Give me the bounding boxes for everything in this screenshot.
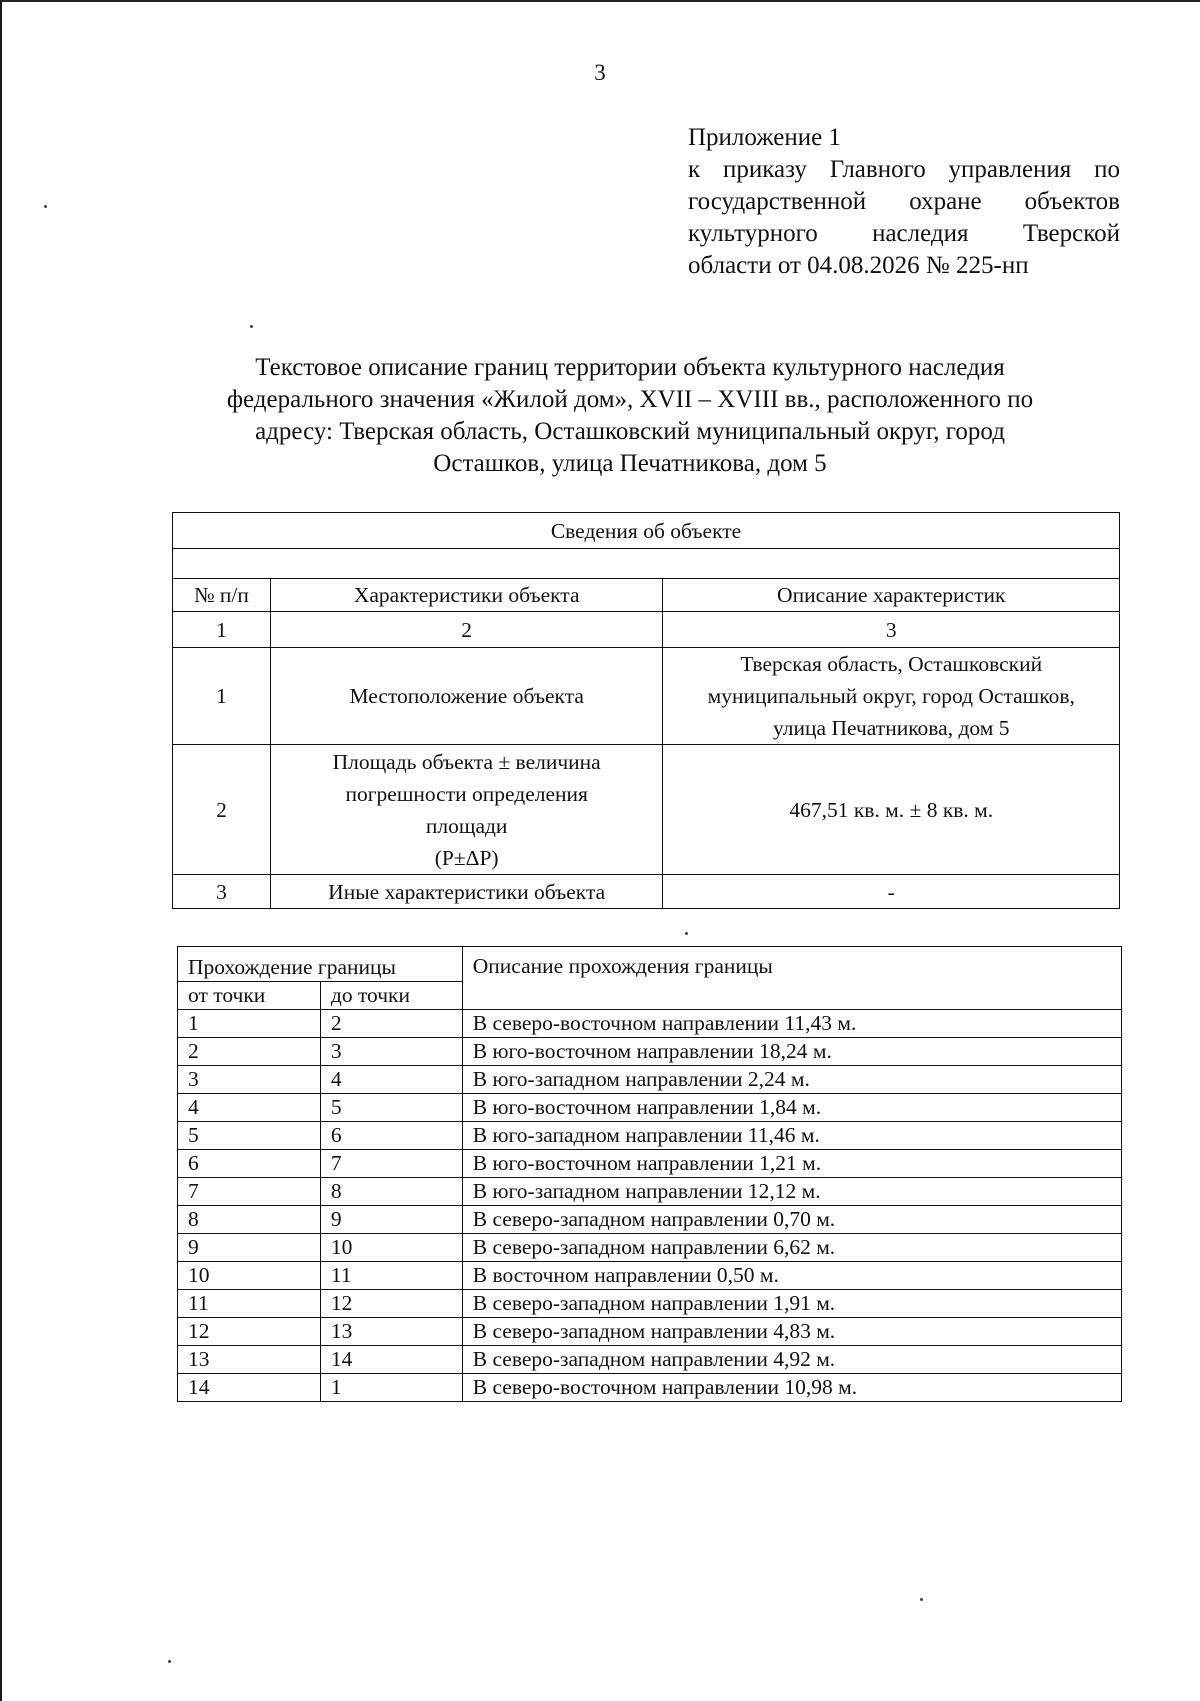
- row-characteristic: [270, 745, 663, 875]
- row-to-point: 13: [320, 1318, 462, 1346]
- row-to-point: 1: [320, 1374, 462, 1402]
- title-line: Текстовое описание границ территории объекта культурного наследия: [255, 354, 1005, 381]
- row-from-point: 3: [178, 1066, 321, 1094]
- row-to-point: 3: [320, 1038, 462, 1066]
- row-from-point: 10: [178, 1262, 321, 1290]
- row-to-point: 7: [320, 1150, 462, 1178]
- row-description: [663, 745, 1120, 875]
- row-from-point: 6: [178, 1150, 321, 1178]
- row-characteristic: [270, 875, 663, 909]
- row-characteristic: [270, 648, 663, 745]
- row-to-point: 5: [320, 1094, 462, 1122]
- object-info-table: [172, 512, 1120, 909]
- column-header-description: Описание характеристик: [663, 579, 1120, 612]
- table-row: [178, 1234, 1122, 1262]
- boundary-rows: [178, 1010, 1122, 1402]
- row-description: В юго-восточном направлении 1,21 м.: [462, 1150, 1121, 1178]
- column-number: 3: [663, 612, 1120, 648]
- page-number: 3: [594, 60, 606, 85]
- row-from-point: 4: [178, 1094, 321, 1122]
- row-from-point: 13: [178, 1346, 321, 1374]
- cell-line: погрешности определения: [345, 781, 588, 806]
- column-header-num: № п/п: [173, 579, 271, 612]
- table-row: [178, 1346, 1122, 1374]
- cell-line: площади: [425, 813, 508, 838]
- row-description: В юго-западном направлении 12,12 м.: [462, 1178, 1121, 1206]
- table-row: [178, 1094, 1122, 1122]
- cell-line: (P±ΔP): [434, 845, 499, 870]
- cell-line: -: [887, 879, 895, 904]
- scan-speck: [44, 205, 47, 208]
- document-title: [160, 352, 1100, 480]
- scan-edge-left: [0, 0, 2, 1701]
- table-row: [178, 1374, 1122, 1402]
- title-line: федерального значения «Жилой дом», XVII – XVIII вв., расположенного по: [226, 386, 1034, 413]
- row-description: В юго-восточном направлении 18,24 м.: [462, 1038, 1121, 1066]
- row-description: В северо-западном направлении 4,83 м.: [462, 1318, 1121, 1346]
- appendix-block: [688, 122, 1120, 282]
- cell-line: улица Печатникова, дом 5: [773, 716, 1010, 740]
- appendix-line: Приложение 1: [688, 124, 841, 151]
- row-description: В северо-западном направлении 0,70 м.: [462, 1206, 1121, 1234]
- row-description: [663, 648, 1120, 745]
- appendix-line: области от 04.08.2026 № 225-нп: [688, 252, 1029, 279]
- row-from-point: 14: [178, 1374, 321, 1402]
- appendix-line: государственной охране объектов: [688, 188, 1120, 215]
- cell-line: Местоположение объекта: [349, 684, 584, 708]
- row-num: 2: [173, 745, 271, 875]
- row-to-point: 10: [320, 1234, 462, 1262]
- row-to-point: 6: [320, 1122, 462, 1150]
- row-description: В северо-западном направлении 1,91 м.: [462, 1290, 1121, 1318]
- title-line: Осташков, улица Печатникова, дом 5: [433, 450, 827, 477]
- row-description: В юго-западном направлении 2,24 м.: [462, 1066, 1121, 1094]
- table-row: [173, 875, 1120, 909]
- row-to-point: 2: [320, 1010, 462, 1038]
- row-description: В северо-западном направлении 6,62 м.: [462, 1234, 1121, 1262]
- row-description: В восточном направлении 0,50 м.: [462, 1262, 1121, 1290]
- row-from-point: 7: [178, 1178, 321, 1206]
- cell-line: 467,51 кв. м. ± 8 кв. м.: [789, 797, 994, 822]
- appendix-line: к приказу Главного управления по: [688, 156, 1120, 183]
- table-row: [178, 1290, 1122, 1318]
- row-description: В юго-западном направлении 11,46 м.: [462, 1122, 1121, 1150]
- table-row: [178, 1066, 1122, 1094]
- table-row: [173, 745, 1120, 875]
- row-from-point: 8: [178, 1206, 321, 1234]
- from-point-header: от точки: [178, 982, 321, 1010]
- scan-speck: [250, 325, 253, 328]
- scan-speck: [685, 932, 688, 935]
- table-row: [178, 1318, 1122, 1346]
- row-description: В северо-восточном направлении 11,43 м.: [462, 1010, 1121, 1038]
- row-from-point: 9: [178, 1234, 321, 1262]
- row-to-point: 12: [320, 1290, 462, 1318]
- appendix-line: культурного наследия Тверской: [688, 220, 1120, 247]
- row-to-point: 4: [320, 1066, 462, 1094]
- row-description: В северо-западном направлении 4,92 м.: [462, 1346, 1121, 1374]
- table-row: [173, 648, 1120, 745]
- object-table-header: Сведения об объекте: [173, 513, 1120, 549]
- scan-speck: [168, 1660, 171, 1663]
- column-number: 1: [173, 612, 271, 648]
- cell-line: Тверская область, Осташковский: [740, 652, 1043, 676]
- column-header-characteristic: Характеристики объекта: [270, 579, 663, 612]
- row-from-point: 1: [178, 1010, 321, 1038]
- row-to-point: 9: [320, 1206, 462, 1234]
- row-description: В юго-восточном направлении 1,84 м.: [462, 1094, 1121, 1122]
- table-row: [178, 1262, 1122, 1290]
- table-row: [178, 1038, 1122, 1066]
- row-from-point: 5: [178, 1122, 321, 1150]
- boundary-table: [177, 946, 1122, 1402]
- row-from-point: 12: [178, 1318, 321, 1346]
- boundary-description-header: Описание прохождения границы: [462, 947, 1121, 1010]
- table-row: [178, 1150, 1122, 1178]
- scan-speck: [920, 1598, 923, 1601]
- row-description: В северо-восточном направлении 10,98 м.: [462, 1374, 1121, 1402]
- column-number: 2: [270, 612, 663, 648]
- title-line: адресу: Тверская область, Осташковский муниципальный округ, город: [255, 418, 1005, 445]
- table-row: [178, 1178, 1122, 1206]
- row-num: 3: [173, 875, 271, 909]
- boundary-group-header: Прохождение границы: [178, 947, 463, 982]
- row-description: [663, 875, 1120, 909]
- row-from-point: 2: [178, 1038, 321, 1066]
- table-row: [178, 1122, 1122, 1150]
- cell-line: Иные характеристики объекта: [328, 879, 606, 904]
- row-to-point: 14: [320, 1346, 462, 1374]
- scan-edge-top: [0, 0, 1200, 2]
- table-row: [178, 1010, 1122, 1038]
- to-point-header: до точки: [320, 982, 462, 1010]
- row-num: 1: [173, 648, 271, 745]
- row-to-point: 11: [320, 1262, 462, 1290]
- row-to-point: 8: [320, 1178, 462, 1206]
- cell-line: муниципальный округ, город Осташков,: [707, 684, 1075, 708]
- cell-line: Площадь объекта ± величина: [332, 749, 601, 774]
- table-row: [178, 1206, 1122, 1234]
- row-from-point: 11: [178, 1290, 321, 1318]
- object-table-empty-row: [173, 549, 1120, 579]
